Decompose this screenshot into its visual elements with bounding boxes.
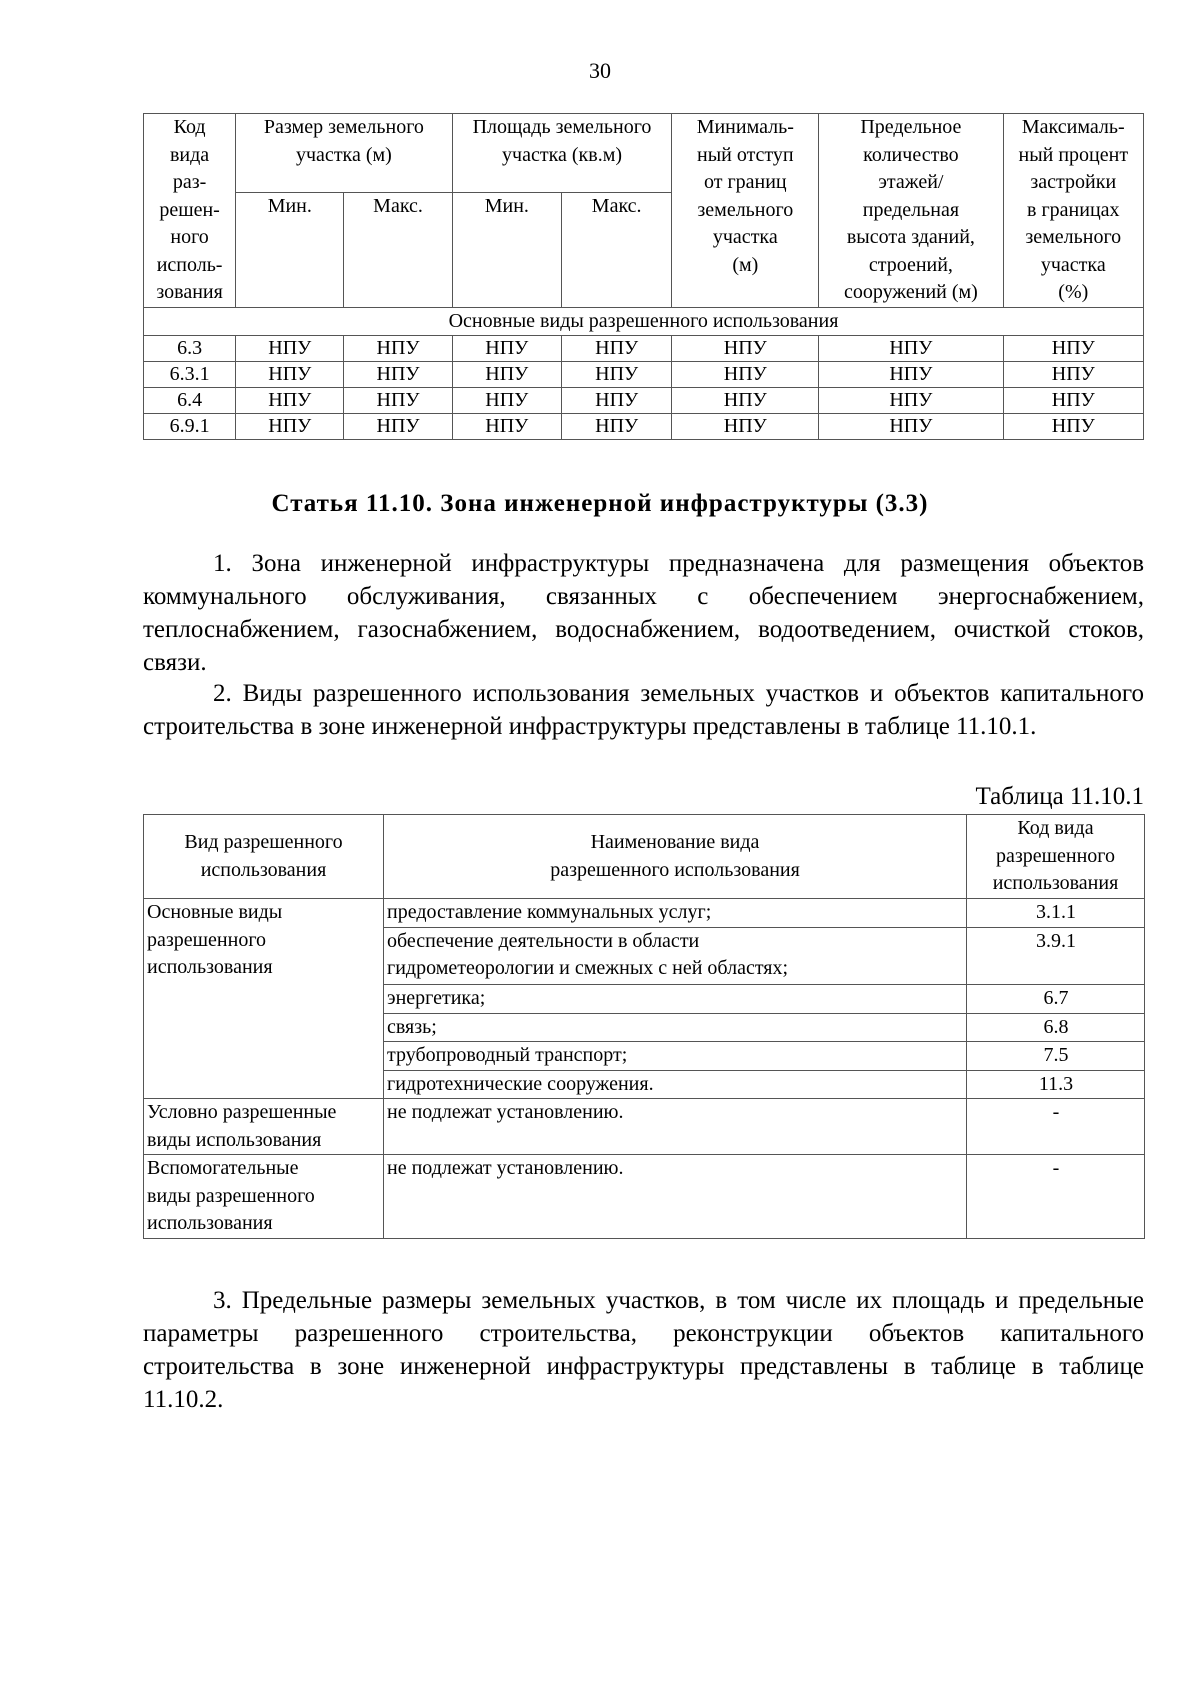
cell-line: связь;: [387, 1015, 437, 1038]
cell-line: участка: [1040, 253, 1106, 276]
paragraph-1: 1. Зона инженерной инфраструктуры предназначена для размещения объектов коммунального обслуживания, связанных с обеспечением энергоснабжением, теплоснабжением, газоснабжением, водоснабжением, водоотведением, очисткой стоков, связи.: [143, 550, 1144, 676]
table-row: [144, 335, 1144, 361]
header-size-min: Мин.: [236, 192, 344, 307]
header-size-max: Макс.: [344, 192, 452, 307]
cell-line: участка: [712, 226, 778, 248]
row-value: НПУ: [561, 413, 671, 439]
paragraph-2: 2. Виды разрешенного использования земельных участков и объектов капитального строительства в зоне инженерной инфраструктуры представлены в таблице 11.10.1.: [143, 680, 1144, 740]
cell-line: использования: [200, 858, 327, 881]
row-value: НПУ: [344, 335, 452, 361]
header-floors-height: [819, 114, 1003, 308]
cell-line: энергетика;: [387, 986, 486, 1009]
use-name: [384, 1070, 967, 1099]
header-use-type: [144, 815, 384, 899]
cell-line: обеспечение деятельности в области: [387, 929, 700, 952]
header-use-name: [384, 815, 967, 899]
row-value: НПУ: [236, 387, 344, 413]
use-code: 3.9.1: [967, 927, 1145, 984]
use-code: 3.1.1: [967, 899, 1145, 928]
article-heading: Статья 11.10. Зона инженерной инфраструктуры (3.3): [271, 490, 929, 517]
cell-line: трубопроводный транспорт;: [387, 1044, 628, 1066]
conditional-use-name: не подлежат установлению.: [384, 1099, 967, 1155]
cell-line: Вспомогательные: [147, 1157, 299, 1179]
cell-line: гидрометеорологии и смежных с ней областях;: [387, 957, 789, 979]
row-value: НПУ: [672, 335, 819, 361]
cell-line: Предельное: [860, 116, 962, 138]
row-value: НПУ: [452, 335, 561, 361]
row-code: 6.3.1: [144, 361, 236, 387]
conditional-group-label: [144, 1099, 384, 1155]
row-value: НПУ: [819, 361, 1003, 387]
cell-line: ного: [170, 226, 209, 248]
cell-line: (м): [732, 253, 759, 276]
row-value: НПУ: [672, 387, 819, 413]
row-value: НПУ: [344, 413, 452, 439]
table-row: [144, 361, 1144, 387]
row-value: НПУ: [672, 413, 819, 439]
cell-line: высота зданий,: [846, 226, 975, 248]
cell-line: Размер земельного: [263, 116, 424, 138]
row-value: НПУ: [819, 413, 1003, 439]
section-title: Основные виды разрешенного использования: [144, 307, 1144, 335]
cell-line: виды разрешенного: [147, 1184, 315, 1207]
use-name: [384, 1013, 967, 1042]
cell-line: земельного: [1025, 226, 1122, 248]
cell-line: Код: [173, 116, 206, 138]
cell-line: виды использования: [147, 1128, 322, 1151]
header-plot-area: [452, 114, 672, 193]
header-max-coverage: [1003, 114, 1143, 308]
cell-line: земельного: [697, 198, 794, 221]
row-value: НПУ: [561, 335, 671, 361]
row-value: НПУ: [819, 387, 1003, 413]
cell-line: зования: [156, 281, 223, 303]
use-name: [384, 927, 967, 984]
row-value: НПУ: [672, 361, 819, 387]
cell-line: исполь-: [156, 253, 223, 276]
cell-line: гидротехнические сооружения.: [387, 1072, 654, 1095]
row-value: НПУ: [819, 335, 1003, 361]
cell-line: использования: [992, 872, 1119, 895]
row-code: 6.4: [144, 387, 236, 413]
cell-line: сооружений (м): [843, 281, 978, 303]
paragraph-3: 3. Предельные размеры земельных участков, в том числе их площадь и предельные параметры разрешенного строительства, реконструкции объектов капитального строительства в зоне инженерной инфраструктуры представлены в таблице в таблице 11.10.2.: [143, 1287, 1144, 1413]
table-caption: Таблица 11.10.1: [975, 783, 1144, 810]
page-number: 30: [589, 58, 611, 83]
cell-line: Основные виды: [147, 901, 283, 923]
row-value: НПУ: [452, 413, 561, 439]
header-area-max: Макс.: [561, 192, 671, 307]
cell-line: в границах: [1027, 198, 1120, 221]
auxiliary-use-name: не подлежат установлению.: [384, 1155, 967, 1239]
parameters-table: [143, 113, 1144, 440]
cell-line: этажей/: [878, 171, 944, 193]
row-value: НПУ: [561, 387, 671, 413]
cell-line: ный отступ: [696, 143, 794, 166]
cell-line: участка (м): [296, 143, 392, 166]
row-value: НПУ: [561, 361, 671, 387]
cell-line: разрешенного использования: [550, 858, 800, 881]
header-area-min: Мин.: [452, 192, 561, 307]
use-name: [384, 984, 967, 1013]
auxiliary-group-label: [144, 1155, 384, 1239]
cell-line: Площадь земельного: [472, 116, 652, 138]
cell-line: Минималь-: [696, 116, 794, 138]
cell-line: вида: [169, 143, 210, 166]
cell-line: разрешенного: [147, 928, 267, 951]
cell-line: Условно разрешенные: [147, 1101, 337, 1123]
cell-line: предельная: [862, 198, 960, 221]
cell-line: участка (кв.м): [502, 143, 623, 166]
header-use-code: [967, 815, 1145, 899]
row-value: НПУ: [452, 387, 561, 413]
row-value: НПУ: [236, 335, 344, 361]
header-code: [144, 114, 236, 308]
cell-line: строений,: [868, 253, 953, 276]
row-value: НПУ: [236, 413, 344, 439]
cell-line: от границ: [703, 171, 787, 193]
use-code: 7.5: [967, 1042, 1145, 1071]
cell-line: использования: [147, 956, 273, 978]
cell-line: Вид разрешенного: [184, 831, 343, 853]
table-row: [144, 413, 1144, 439]
cell-line: предоставление коммунальных услуг;: [387, 901, 712, 923]
header-plot-size: [236, 114, 453, 193]
cell-line: застройки: [1030, 171, 1117, 193]
auxiliary-use-code: -: [967, 1155, 1145, 1239]
row-code: 6.3: [144, 335, 236, 361]
row-value: НПУ: [1003, 413, 1143, 439]
conditional-use-code: -: [967, 1099, 1145, 1155]
cell-line: решен-: [159, 198, 220, 221]
parameters-table-body: [144, 335, 1144, 439]
cell-line: ный процент: [1018, 143, 1129, 166]
cell-line: Код вида: [1017, 817, 1094, 840]
row-value: НПУ: [236, 361, 344, 387]
row-code: 6.9.1: [144, 413, 236, 439]
main-group-label: [144, 899, 384, 1099]
use-name: [384, 899, 967, 928]
header-min-setback: [672, 114, 819, 308]
cell-line: количество: [863, 143, 959, 166]
row-value: НПУ: [1003, 335, 1143, 361]
use-code: 6.7: [967, 984, 1145, 1013]
row-value: НПУ: [1003, 361, 1143, 387]
row-value: НПУ: [344, 361, 452, 387]
cell-line: (%): [1058, 281, 1089, 303]
row-value: НПУ: [1003, 387, 1143, 413]
cell-line: разрешенного: [995, 844, 1116, 867]
use-code: 11.3: [967, 1070, 1145, 1099]
use-code: 6.8: [967, 1013, 1145, 1042]
cell-line: Наименование вида: [590, 831, 760, 853]
use-name: [384, 1042, 967, 1071]
cell-line: Максималь-: [1021, 116, 1125, 138]
row-value: НПУ: [452, 361, 561, 387]
table-row: [144, 387, 1144, 413]
cell-line: раз-: [172, 171, 207, 193]
row-value: НПУ: [344, 387, 452, 413]
permitted-use-table: [143, 814, 1145, 1239]
cell-line: использования: [147, 1212, 273, 1234]
